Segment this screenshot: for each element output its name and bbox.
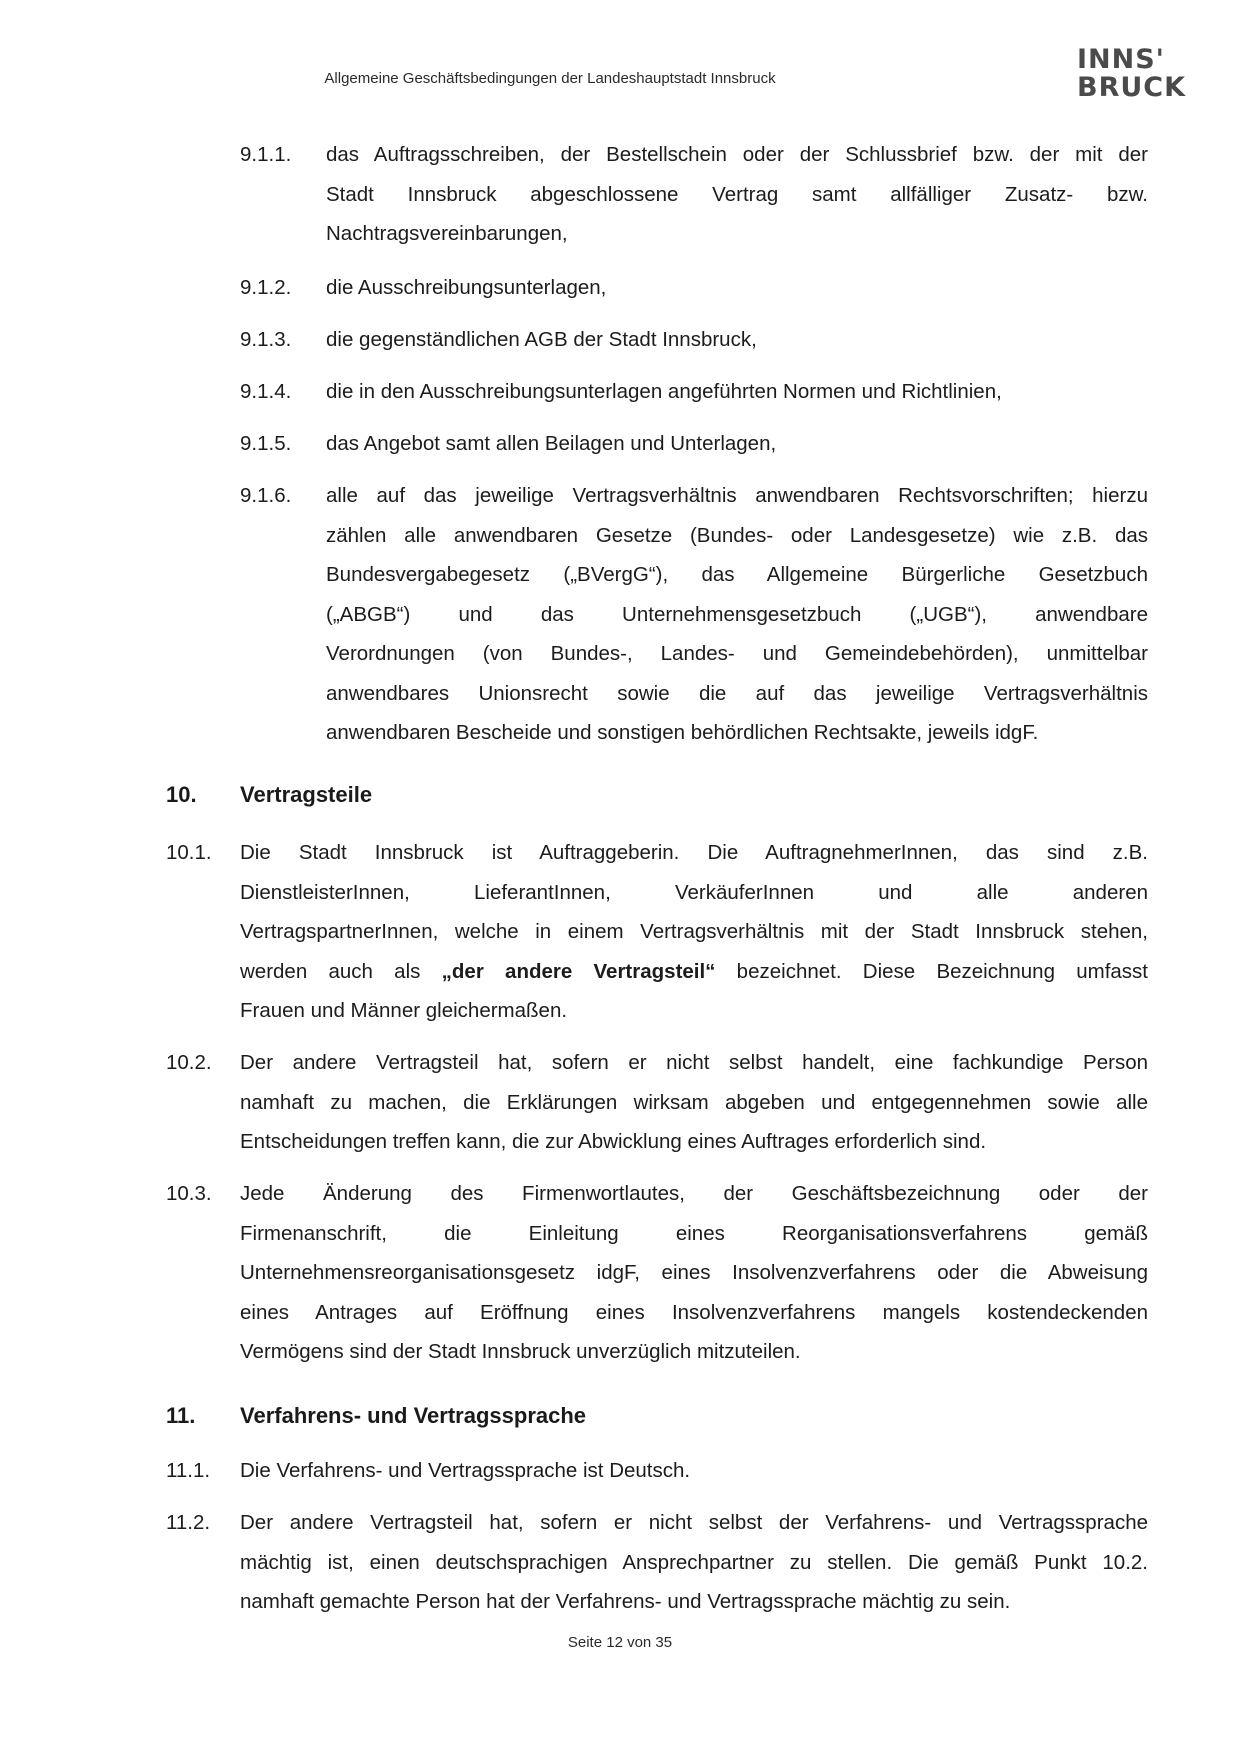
text-line: Der andere Vertragsteil hat, sofern er nicht selbst der Verfahrens- und Vertragssprache bbox=[240, 1511, 1148, 1534]
item-number: 10.3. bbox=[166, 1182, 212, 1205]
item-number: 10.1. bbox=[166, 841, 212, 864]
text-line: eines Antrages auf Eröffnung eines Insolvenzverfahrens mangels kostendeckenden bbox=[240, 1300, 1148, 1324]
item-text bbox=[326, 424, 1148, 464]
text-line: Stadt Innsbruck abgeschlossene Vertrag samt allfälliger Zusatz- bzw. bbox=[326, 182, 1148, 206]
header-title: Allgemeine Geschäftsbedingungen der Landeshauptstadt Innsbruck bbox=[324, 70, 776, 87]
text-line: Die Stadt Innsbruck ist Auftraggeberin. Die AuftragnehmerInnen, das sind z.B. bbox=[240, 841, 1148, 864]
text-line: die in den Ausschreibungsunterlagen angeführten Normen und Richtlinien, bbox=[326, 380, 1002, 403]
text-line: die gegenständlichen AGB der Stadt Innsbruck, bbox=[326, 328, 757, 351]
item-text bbox=[240, 1043, 1148, 1162]
item-text bbox=[240, 1503, 1148, 1622]
text-line: namhaft zu machen, die Erklärungen wirksam abgeben und entgegennehmen sowie alle bbox=[240, 1090, 1148, 1114]
text-segment: bezeichnet. Diese Bezeichnung umfasst bbox=[715, 959, 1148, 983]
text-line bbox=[240, 952, 1148, 992]
text-line: das Auftragsschreiben, der Bestellschein oder der Schlussbrief bzw. der mit der bbox=[326, 143, 1148, 166]
item-text bbox=[326, 372, 1148, 412]
logo-line-1: INNS' bbox=[1077, 44, 1165, 75]
item-text bbox=[240, 833, 1148, 1031]
item-number: 11.1. bbox=[166, 1459, 211, 1482]
logo-line-2: BRUCK bbox=[1077, 72, 1187, 103]
text-line: Entscheidungen treffen kann, die zur Abwicklung eines Auftrages erforderlich sind. bbox=[240, 1130, 987, 1153]
text-line: VertragspartnerInnen, welche in einem Vertragsverhältnis mit der Stadt Innsbruck stehen, bbox=[240, 920, 1148, 943]
text-line: DienstleisterInnen, LieferantInnen, VerkäuferInnen und alle anderen bbox=[240, 880, 1148, 904]
section-number: 11. bbox=[166, 1403, 196, 1428]
text-line: anwendbares Unionsrecht sowie die auf das jeweilige Vertragsverhältnis bbox=[326, 681, 1148, 705]
defined-term: „der andere Vertragsteil“ bbox=[441, 959, 716, 983]
text-line: mächtig ist, einen deutschsprachigen Ansprechpartner zu stellen. Die gemäß Punkt 10.2. bbox=[240, 1550, 1148, 1574]
item-number: 9.1.1. bbox=[240, 143, 292, 166]
item-number: 10.2. bbox=[166, 1051, 212, 1074]
item-text bbox=[240, 1174, 1148, 1372]
text-line: Der andere Vertragsteil hat, sofern er nicht selbst handelt, eine fachkundige Person bbox=[240, 1051, 1148, 1074]
text-line: namhaft gemachte Person hat der Verfahrens- und Vertragssprache mächtig zu sein. bbox=[240, 1590, 1011, 1613]
item-number: 9.1.2. bbox=[240, 276, 292, 299]
text-line: Firmenanschrift, die Einleitung eines Reorganisationsverfahrens gemäß bbox=[240, 1221, 1148, 1245]
item-text bbox=[326, 320, 1148, 360]
item-number: 9.1.3. bbox=[240, 328, 292, 351]
text-segment: werden auch als bbox=[240, 959, 442, 983]
text-line: alle auf das jeweilige Vertragsverhältnis anwendbaren Rechtsvorschriften; hierzu bbox=[326, 484, 1148, 507]
section-number: 10. bbox=[166, 782, 197, 807]
text-line: Nachtragsvereinbarungen, bbox=[326, 222, 568, 245]
item-text bbox=[240, 1451, 1148, 1491]
innsbruck-logo bbox=[1077, 46, 1186, 102]
text-line: Verordnungen (von Bundes-, Landes- und Gemeindebehörden), unmittelbar bbox=[326, 642, 1148, 665]
page-number: Seite 12 von 35 bbox=[567, 1634, 673, 1651]
section-title: Verfahrens- und Vertragssprache bbox=[240, 1403, 587, 1428]
text-line: zählen alle anwendbaren Gesetze (Bundes- oder Landesgesetze) wie z.B. das bbox=[326, 523, 1148, 547]
text-line: („ABGB“) und das Unternehmensgesetzbuch („UGB“), anwendbare bbox=[326, 602, 1148, 626]
text-line: anwendbaren Bescheide und sonstigen behördlichen Rechtsakte, jeweils idgF. bbox=[326, 721, 1039, 744]
section-title: Vertragsteile bbox=[240, 782, 373, 807]
item-number: 9.1.4. bbox=[240, 380, 292, 403]
item-text bbox=[326, 476, 1148, 753]
text-line: Jede Änderung des Firmenwortlautes, der Geschäftsbezeichnung oder der bbox=[240, 1182, 1148, 1205]
item-number: 9.1.6. bbox=[240, 484, 292, 507]
text-line: Bundesvergabegesetz („BVergG“), das Allgemeine Bürgerliche Gesetzbuch bbox=[326, 563, 1148, 586]
item-number: 9.1.5. bbox=[240, 432, 292, 455]
item-text bbox=[326, 135, 1148, 254]
item-number: 11.2. bbox=[166, 1511, 211, 1534]
text-line: das Angebot samt allen Beilagen und Unterlagen, bbox=[326, 432, 777, 455]
text-line: Die Verfahrens- und Vertragssprache ist Deutsch. bbox=[240, 1459, 691, 1482]
item-text bbox=[326, 268, 1148, 308]
text-line: die Ausschreibungsunterlagen, bbox=[326, 276, 607, 299]
text-line: Vermögens sind der Stadt Innsbruck unverzüglich mitzuteilen. bbox=[240, 1340, 801, 1363]
text-line: Unternehmensreorganisationsgesetz idgF, eines Insolvenzverfahrens oder die Abweisung bbox=[240, 1261, 1148, 1284]
text-line: Frauen und Männer gleichermaßen. bbox=[240, 999, 568, 1022]
